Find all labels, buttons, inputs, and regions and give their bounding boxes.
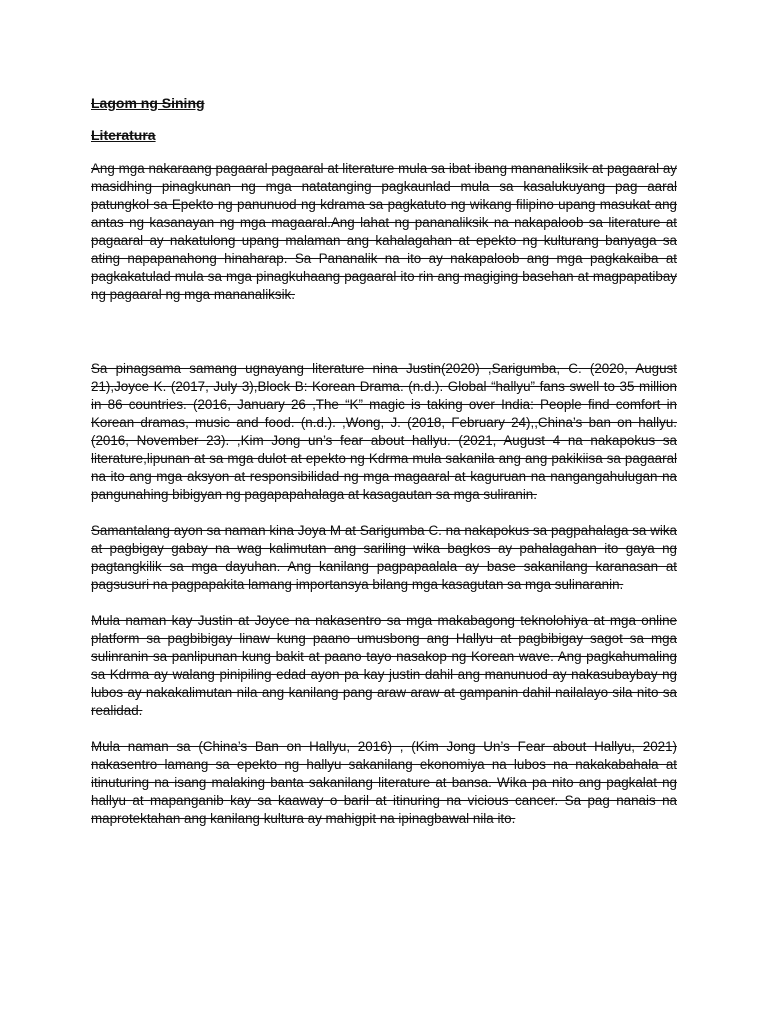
- paragraph-3: Samantalang ayon sa naman kina Joya M at Sarigumba C. na nakapokus sa pagpahalaga sa wika at pagbigay gabay na wag kalimutan ang sariling wika bagkos ay pahalagahan ito gaya ng pagtangkilik sa mga dayuhan. Ang kanilang pagpapaalala ay base sakanilang karanasan at pagsusuri na pagpapakita lamang importansya bilang mga kasagutan sa mga sulinaranin.: [91, 523, 677, 592]
- document-title: Lagom ng Sining: [91, 95, 205, 111]
- document-page: [91, 94, 677, 828]
- paragraph-2: Sa pinagsama samang ugnayang literature nina Justin(2020) ,Sarigumba, C. (2020, August 21),Joyce K. (2017, July 3),Block B: Korean Drama. (n.d.). Global “hallyu” fans swell to 35 million in 86 countries. (2016, January 26 ,The “K” magic is taking over India: People find comfort in Korean dramas, music and food. (n.d.). ,Wong, J. (2018, February 24),,China’s ban on hallyu. (2016, November 23). ,Kim Jong un’s fear about hallyu. (2021, August 4 na nakapokus sa literature,lipunan at sa mga dulot at epekto ng Kdrma mula sakanila ang ang pakikiisa sa pagaaral na ito ang mga aksyon at responsibilidad ng mga magaaral at kaguruan na nangangahulugan na pangunahing bibigyan ng pagapapahalaga at kasagautan sa mga suliranin.: [91, 361, 677, 502]
- paragraph-4: Mula naman kay Justin at Joyce na nakasentro sa mga makabagong teknolohiya at mga online platform sa pagbibigay linaw kung paano umusbong ang Hallyu at pagbibigay sagot sa mga sulinranin sa panlipunan kung bakit at paano tayo nasakop ng Korean wave. Ang pagkahumaling sa Kdrma ay walang pinipiling edad ayon pa kay justin dahil ang manunuod ay nakasubaybay ng lubos ay nakakalimutan nila ang kanilang pang araw araw at gampanin dahil nailalayo sila nito sa realidad.: [91, 613, 677, 718]
- section-heading: Literatura: [91, 127, 156, 143]
- paragraph-5: Mula naman sa (China’s Ban on Hallyu, 2016) , (Kim Jong Un’s Fear about Hallyu, 2021) nakasentro lamang sa epekto ng hallyu sakanilang ekonomiya na lubos na nakakabahala at itinuturing na isang malaking banta sakanilang literature at bansa. Wika pa nito ang pagkalat ng hallyu at mapanganib kay sa kaaway o baril at itinuring na vicious cancer. Sa pag nanais na maprotektahan ang kanilang kultura ay mahigpit na ipinagbawal nila ito.: [91, 739, 677, 826]
- paragraph-1: Ang mga nakaraang pagaaral pagaaral at literature mula sa ibat ibang mananaliksik at pagaaral ay masidhing pinagkunan ng mga natatanging pagkaunlad mula sa kasalukuyang pag aaral patungkol sa Epekto ng panunuod ng kdrama sa pagkatuto ng wikang filipino upang masukat ang antas ng kasanayan ng mga magaaral.Ang lahat ng pananaliksik na nakapaloob sa literature at pagaaral ay nakatulong upang malaman ang kahalagahan at epekto ng kulturang banyaga sa ating napapanahong hinaharap. Sa Pananalik na ito ay nakapaloob ang mga pagkakaiba at pagkakatulad mula sa mga pinagkuhaang pagaaral ito rin ang magiging basehan at magpapatibay ng pagaaral ng mga mananaliksik.: [91, 161, 677, 302]
